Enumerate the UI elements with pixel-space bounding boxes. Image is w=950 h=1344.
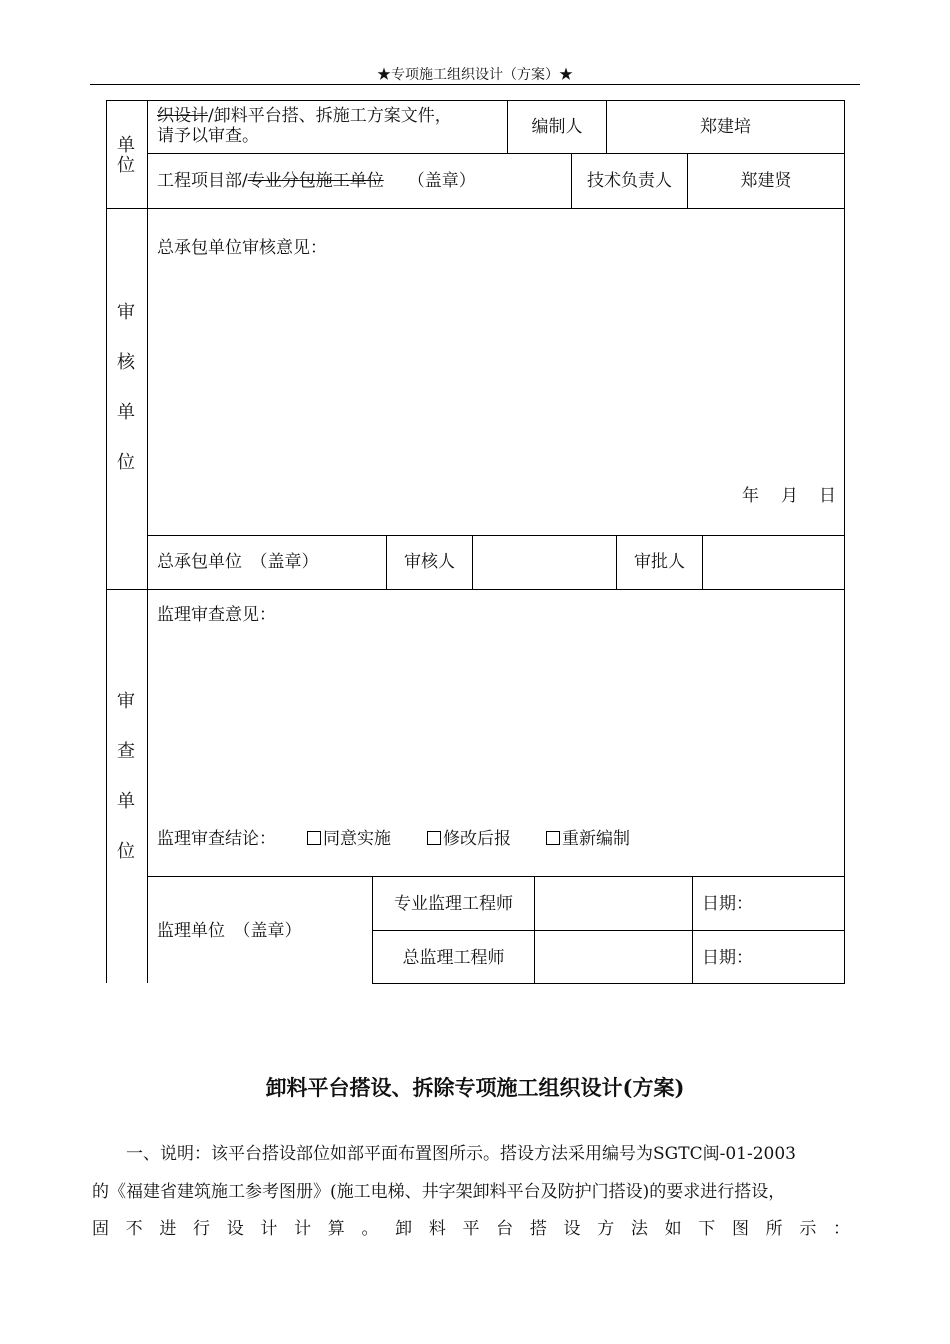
struck-text: 织设计 <box>157 106 208 126</box>
paragraph-line-3: 固不进行设计计算。卸料平台搭设方法如下图所示： <box>92 1219 850 1239</box>
inspect-side-char-4: 位 <box>117 841 135 862</box>
inspect-conclusion-label: 监理审查结论： <box>157 829 276 849</box>
supervisor-unit-label: 监理单位 （盖章） <box>157 921 302 941</box>
revise-checkbox[interactable] <box>427 831 441 845</box>
revise-label: 修改后报 <box>443 829 511 849</box>
paragraph-line-2: 的《福建省建筑施工参考图册》(施工电梯、井字架卸料平台及防护门搭设)的要求进行搭设， <box>92 1182 786 1202</box>
option-recompile[interactable] <box>546 828 630 850</box>
side-label-unit-2: 位 <box>117 155 135 176</box>
review-opinion-label: 总承包单位审核意见： <box>157 238 327 258</box>
inspect-divider-c <box>692 876 693 983</box>
engineer-label: 专业监理工程师 <box>394 894 513 914</box>
tech-lead-value: 郑建贤 <box>740 171 792 191</box>
row1-text-line2: 请予以审查。 <box>157 126 259 146</box>
review-section-bottom-line <box>106 589 845 590</box>
recompile-label: 重新编制 <box>562 829 630 849</box>
review-date-month: 月 <box>781 486 798 506</box>
tech-lead-label: 技术负责人 <box>587 171 672 191</box>
table-bottom-line <box>372 983 845 984</box>
page-header: ★专项施工组织设计（方案）★ <box>377 67 573 83</box>
inspect-side-char-3: 单 <box>117 791 135 812</box>
review-side-char-4: 位 <box>117 452 135 473</box>
side-column-divider <box>147 100 148 983</box>
header-rule <box>90 84 860 85</box>
inspect-side-char-1: 审 <box>117 691 135 712</box>
approve-label: 同意实施 <box>323 829 391 849</box>
option-revise[interactable] <box>427 828 511 850</box>
row1-text-line1 <box>157 105 452 127</box>
side-label-unit-1: 单 <box>117 135 135 156</box>
review-date-year: 年 <box>742 486 759 506</box>
general-contractor-label: 总承包单位 （盖章） <box>157 552 319 572</box>
inspect-opinion-label: 监理审查意见： <box>157 605 276 625</box>
review-divider-b <box>472 535 473 589</box>
top-section-bottom-line <box>106 208 845 209</box>
compiler-label: 编制人 <box>531 117 583 137</box>
inspect-middle-line <box>372 930 845 931</box>
review-divider-d <box>702 535 703 589</box>
review-side-char-2: 核 <box>117 352 135 373</box>
inspect-opinion-bottom-line <box>147 876 845 877</box>
row1-text: /卸料平台搭、拆施工方案文件， <box>208 106 452 126</box>
project-dept: 工程项目部/ <box>157 171 248 191</box>
stamp-label: （盖章） <box>407 171 476 191</box>
review-side-char-3: 单 <box>117 402 135 423</box>
document-title: 卸料平台搭设、拆除专项施工组织设计(方案) <box>265 1075 685 1100</box>
table-top-line <box>106 100 845 101</box>
review-side-char-1: 审 <box>117 302 135 323</box>
struck-subcontractor: 专业分包施工单位 <box>247 171 384 191</box>
table-right-border <box>844 100 845 983</box>
paragraph-line-1: 一、说明：该平台搭设部位如部平面布置图所示。搭设方法采用编号为SGTC闽-01-2003 <box>126 1144 796 1164</box>
compiler-value: 郑建培 <box>700 117 751 137</box>
recompile-checkbox[interactable] <box>546 831 560 845</box>
approver-label: 审批人 <box>634 552 685 572</box>
inspect-divider-b <box>534 876 535 983</box>
chief-engineer-label: 总监理工程师 <box>402 948 505 968</box>
inspect-side-char-2: 查 <box>117 741 135 762</box>
approve-checkbox[interactable] <box>307 831 321 845</box>
chief-date-label: 日期： <box>702 948 753 968</box>
row1-bottom-line <box>147 153 845 154</box>
engineer-date-label: 日期： <box>702 894 753 914</box>
option-approve[interactable] <box>307 828 391 850</box>
review-date-day: 日 <box>819 486 836 506</box>
reviewer-label: 审核人 <box>404 552 455 572</box>
row2-text <box>157 170 476 192</box>
review-opinion-bottom-line <box>147 535 845 536</box>
